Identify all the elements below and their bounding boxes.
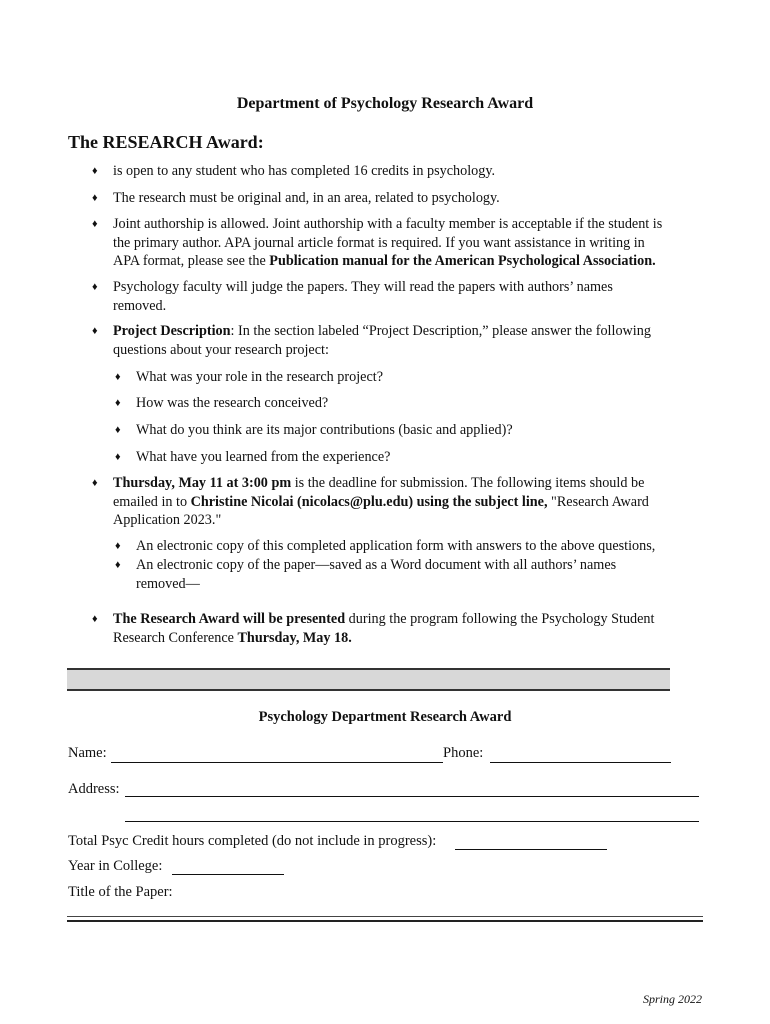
phone-field[interactable] — [490, 762, 671, 763]
text-span: "Research Award — [547, 493, 649, 510]
diamond-bullet-icon: ♦ — [92, 192, 98, 204]
address-field-line-2[interactable] — [125, 821, 699, 822]
diamond-bullet-icon: ♦ — [92, 477, 98, 489]
text-span: emailed in to — [113, 493, 191, 510]
address-label: Address: — [68, 781, 120, 797]
question-item: What do you think are its major contributions (basic and applied)? — [136, 422, 513, 438]
phone-label: Phone: — [443, 745, 484, 761]
footer-term: Spring 2022 — [642, 992, 702, 1006]
bullet-text: Psychology faculty will judge the papers. They will read the papers with authors’ names — [113, 279, 613, 295]
deadline-date: Thursday, May 11 at 3:00 pm — [113, 475, 292, 491]
form-title: Psychology Department Research Award — [258, 709, 512, 725]
bullet-text — [113, 252, 713, 271]
bullet-text: the primary author. APA journal article format is required. If you want assistance in writing in — [113, 234, 645, 251]
bullet-text — [113, 493, 713, 512]
bullet-text: removed. — [113, 297, 167, 314]
question-item: How was the research conceived? — [136, 395, 329, 411]
submission-item — [136, 556, 716, 593]
shaded-divider-band — [67, 670, 670, 691]
diamond-bullet-icon: ♦ — [92, 165, 98, 177]
question-item: What have you learned from the experience? — [136, 449, 391, 465]
text-span: Research Conference — [113, 629, 238, 646]
bullet-item-project-description — [113, 322, 713, 359]
presentation-date: Thursday, May 18. — [237, 629, 352, 646]
apa-manual-reference: Publication manual for the American Psychological Association. — [269, 253, 656, 269]
project-description-label: Project Description — [113, 323, 231, 339]
year-label: Year in College: — [68, 858, 163, 874]
text-span: : In the section labeled “Project Description,” please answer the following — [230, 323, 651, 339]
document-title: Department of Psychology Research Award — [236, 95, 534, 112]
diamond-bullet-icon: ♦ — [92, 218, 98, 230]
bullet-item-authorship — [113, 215, 713, 271]
bullet-item-deadline — [113, 474, 713, 530]
credits-field[interactable] — [455, 849, 607, 850]
diamond-bullet-icon: ♦ — [115, 451, 121, 463]
year-field[interactable] — [172, 874, 284, 875]
section-heading: The RESEARCH Award: — [68, 132, 264, 152]
submission-item: An electronic copy of this completed application form with answers to the above questions, — [136, 538, 656, 554]
bullet-item-originality — [113, 189, 500, 208]
diamond-bullet-icon: ♦ — [92, 613, 98, 625]
bullet-text: Application 2023." — [113, 512, 222, 528]
text-span: is the deadline for submission. The following items should be — [291, 475, 645, 491]
bullet-text: is open to any student who has completed 16 credits in psychology. — [113, 163, 496, 179]
contact-email: Christine Nicolai (nicolacs@plu.edu) using the subject line, — [190, 493, 548, 510]
bullet-text: questions about your research project: — [113, 341, 329, 358]
address-field-line-1[interactable] — [125, 796, 699, 797]
diamond-bullet-icon: ♦ — [92, 281, 98, 293]
diamond-bullet-icon: ♦ — [115, 371, 121, 383]
bullet-text: removed— — [136, 575, 200, 592]
name-label: Name: — [68, 745, 107, 761]
text-span: during the program following the Psychology Student — [345, 611, 655, 627]
diamond-bullet-icon: ♦ — [115, 424, 121, 436]
diamond-bullet-icon: ♦ — [92, 325, 98, 337]
bullet-item-presentation — [113, 610, 713, 647]
award-presented-label: The Research Award will be presented — [113, 611, 346, 627]
bullet-text — [113, 474, 713, 493]
diamond-bullet-icon: ♦ — [115, 540, 121, 552]
diamond-bullet-icon: ♦ — [115, 397, 121, 409]
paper-title-field-rule[interactable] — [67, 916, 703, 922]
bullet-text: The research must be original and, in an area, related to psychology. — [113, 190, 500, 206]
bullet-text — [113, 322, 713, 341]
bullet-text: An electronic copy of the paper—saved as a Word document with all authors’ names — [136, 557, 617, 573]
bullet-text — [113, 610, 713, 629]
bullet-item-eligibility — [113, 162, 495, 181]
paper-title-label: Title of the Paper: — [68, 884, 173, 900]
name-field[interactable] — [111, 762, 443, 763]
bullet-text: Joint authorship is allowed. Joint authorship with a faculty member is acceptable if the student is — [113, 216, 663, 232]
bullet-text — [113, 629, 713, 648]
diamond-bullet-icon: ♦ — [115, 559, 121, 571]
bullet-item-judging — [113, 278, 713, 315]
question-item: What was your role in the research project? — [136, 369, 383, 385]
credits-label: Total Psyc Credit hours completed (do not include in progress): — [68, 833, 437, 849]
text-span: APA format, please see the — [113, 253, 270, 269]
